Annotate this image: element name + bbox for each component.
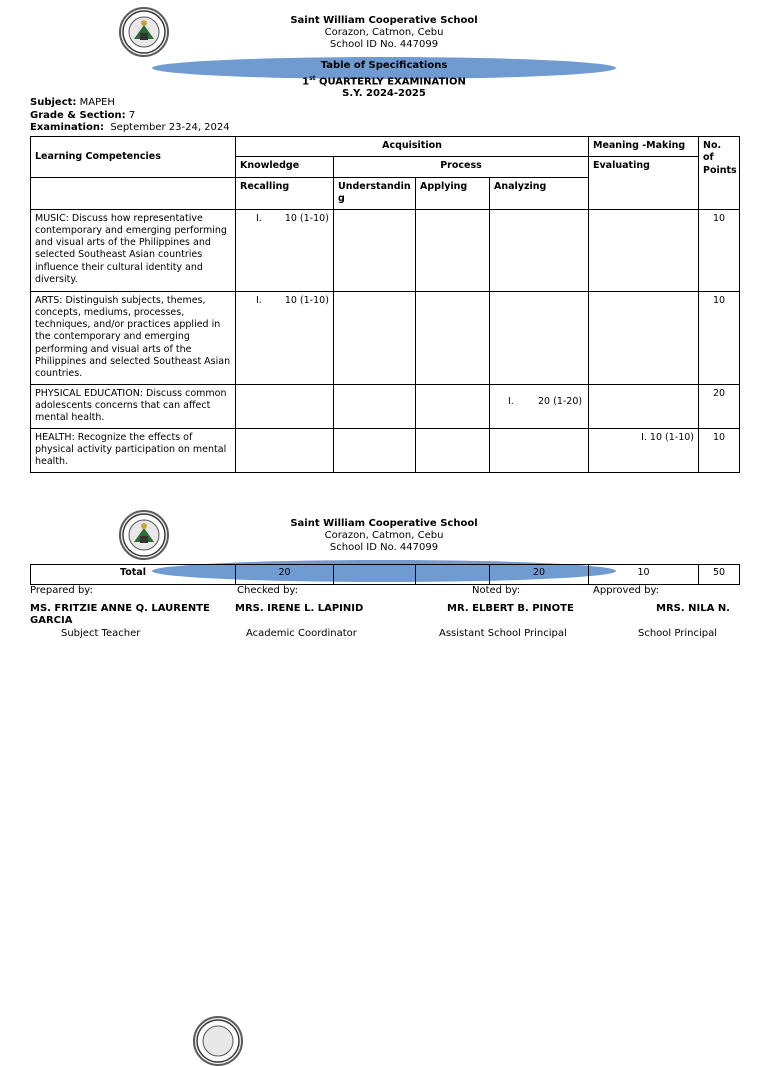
school-address-page2: Corazon, Catmon, Cebu [324, 530, 444, 541]
checked-role: Academic Coordinator [246, 628, 357, 639]
prepared-role: Subject Teacher [61, 628, 141, 639]
subject-value: MAPEH [79, 97, 115, 108]
school-id-page2: School ID No. 447099 [329, 542, 439, 553]
recalling-cell [236, 428, 334, 472]
exam-date: September 23-24, 2024 [110, 122, 230, 133]
grade-value: 7 [128, 109, 136, 121]
header-understanding: Understanding [334, 178, 416, 210]
competency-cell: HEALTH: Recognize the effects of physical activity participation on mental health. [31, 428, 236, 472]
header-evaluating: Evaluating [589, 157, 699, 210]
approved-by-label: Approved by: [593, 585, 660, 596]
header-applying: Applying [416, 178, 490, 210]
competency-cell: MUSIC: Discuss how representative contemporary and emerging performing and visual arts of the Philippines and selected Southeast Asian countries influence their cultural identity and diversity. [31, 209, 236, 291]
total-label: Total [31, 565, 236, 585]
total-evaluating: 10 [589, 565, 699, 585]
school-year: S.Y. 2024-2025 [342, 88, 426, 100]
exam-meta: Subject: MAPEH Grade & Section: 7 Examination: September 23-24, 2024 [30, 97, 230, 133]
table-row [31, 384, 740, 428]
total-understanding [334, 565, 416, 585]
tos-title: Table of Specifications [320, 60, 448, 71]
noted-role: Assistant School Principal [439, 628, 567, 639]
header-analyzing: Analyzing [490, 178, 589, 210]
noted-name: MR. ELBERT B. PINOTE [447, 603, 574, 614]
table-row [31, 428, 740, 472]
noted-by-label: Noted by: [472, 585, 521, 596]
checked-name: MRS. IRENE L. LAPINID [235, 603, 364, 614]
total-table [30, 564, 740, 585]
table-row [31, 291, 740, 384]
analyzing-cell [490, 209, 589, 291]
title-block [0, 60, 768, 101]
recalling-cell: I. 10 (1-10) [236, 209, 334, 291]
specification-table [30, 136, 740, 473]
prepared-name-cont: GARCIA [30, 615, 73, 626]
evaluating-cell [589, 291, 699, 384]
analyzing-cell [490, 428, 589, 472]
prepared-name: MS. FRITZIE ANNE Q. LAURENTE [30, 603, 210, 614]
competency-cell: PHYSICAL EDUCATION: Discuss common adolescents concerns that can affect mental health. [31, 384, 236, 428]
points-cell: 10 [699, 291, 740, 384]
header-learning-competencies: Learning Competencies [31, 137, 236, 178]
total-points: 50 [699, 565, 740, 585]
school-name: Saint William Cooperative School [290, 15, 478, 26]
total-recalling: 20 [236, 565, 334, 585]
school-name-page2: Saint William Cooperative School [290, 518, 478, 529]
header-process: Process [334, 157, 589, 178]
prepared-by-label: Prepared by: [30, 585, 93, 596]
competency-cell: ARTS: Distinguish subjects, themes, concepts, mediums, processes, techniques, and/or practices applied in the contemporary and emerging performing and visual arts of the Philippines and selected Southeast Asian countries. [31, 291, 236, 384]
header-recalling: Recalling [236, 178, 334, 210]
header-meaning-making: Meaning -Making [589, 137, 699, 157]
analyzing-cell: I. 20 (1-20) [490, 384, 589, 428]
total-row [31, 565, 740, 585]
total-analyzing: 20 [490, 565, 589, 585]
approved-role: School Principal [638, 628, 717, 639]
header-acquisition: Acquisition [236, 137, 589, 157]
points-cell: 10 [699, 428, 740, 472]
approved-name: MRS. NILA N. [656, 603, 730, 614]
exam-title: 1st QUARTERLY EXAMINATION [302, 74, 466, 87]
school-id: School ID No. 447099 [329, 39, 439, 50]
school-address: Corazon, Catmon, Cebu [324, 27, 444, 38]
points-cell: 10 [699, 209, 740, 291]
points-cell: 20 [699, 384, 740, 428]
table-row [31, 209, 740, 291]
analyzing-cell [490, 291, 589, 384]
recalling-cell: I. 10 (1-10) [236, 291, 334, 384]
evaluating-cell [589, 209, 699, 291]
evaluating-cell: I. 10 (1-10) [589, 428, 699, 472]
header-knowledge: Knowledge [236, 157, 334, 178]
header-points: No. of Points [699, 137, 740, 210]
recalling-cell [236, 384, 334, 428]
evaluating-cell [589, 384, 699, 428]
total-applying [416, 565, 490, 585]
checked-by-label: Checked by: [237, 585, 298, 596]
